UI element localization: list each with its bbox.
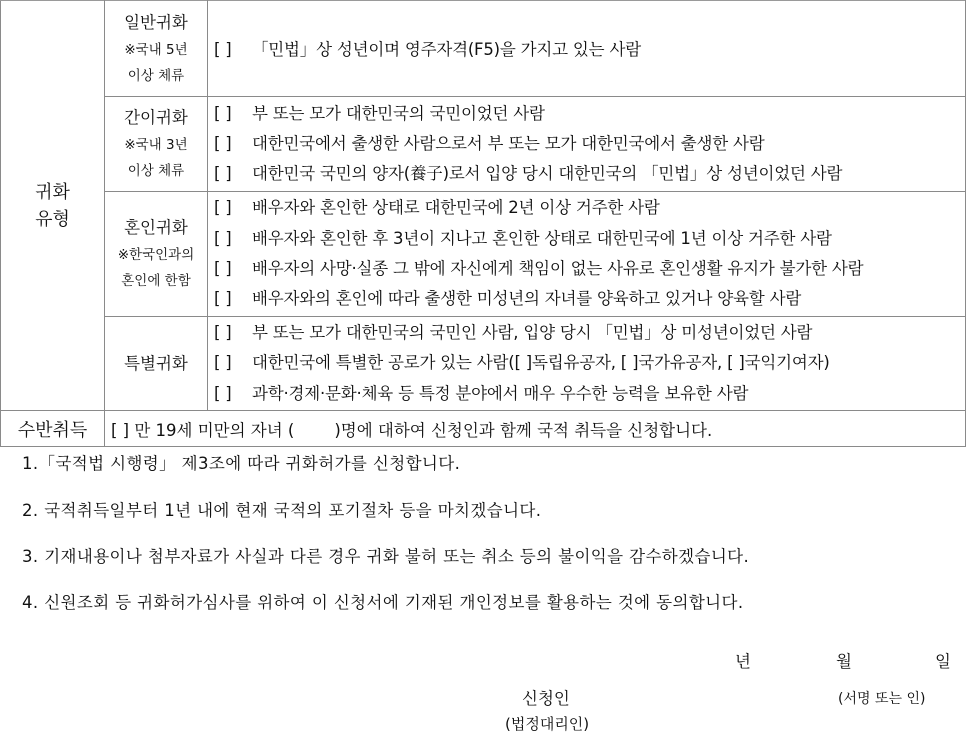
- marriage-title: 혼인귀화: [124, 218, 188, 237]
- general-options: [208, 1, 966, 97]
- checkbox[interactable]: [ ]: [214, 353, 232, 373]
- marriage-option-4[interactable]: [ ] 배우자와의 혼인에 따라 출생한 미성년의 자녀를 양육하고 있거나 양육할 사람: [214, 284, 965, 314]
- checkbox[interactable]: [ ]: [214, 289, 232, 309]
- statement-4: 4. 신원조회 등 귀화허가심사를 위하여 이 신청서에 기재된 개인정보를 활용하는 것에 동의합니다.: [22, 593, 744, 612]
- checkbox[interactable]: [ ]: [214, 164, 232, 184]
- naturalization-type-header: 귀화 유형: [1, 1, 105, 411]
- special-title: 특별귀화: [124, 353, 188, 373]
- statement-2: 2. 국적취득일부터 1년 내에 현재 국적의 포기절차 등을 마치겠습니다.: [22, 501, 542, 520]
- special-option-3[interactable]: [ ] 과학·경제·문화·체육 등 특정 분야에서 매우 우수한 능력을 보유한 사람: [214, 379, 965, 409]
- marriage-option-3[interactable]: [ ] 배우자의 사망·실종 그 밖에 자신에게 책임이 없는 사유로 혼인생활 유지가 불가한 사람: [214, 254, 965, 284]
- statement-1: 1.「국적법 시행령」 제3조에 따라 귀화허가를 신청합니다.: [22, 454, 461, 473]
- legal-representative-label: (법정대리인): [505, 715, 590, 733]
- general-note: ※국내 5년 이상 체류: [124, 41, 188, 84]
- checkbox[interactable]: [ ]: [214, 198, 232, 218]
- checkbox[interactable]: [ ]: [214, 323, 232, 343]
- accompany-text-after: )명에 대하여 신청인과 함께 국적 취득을 신청합니다.: [334, 420, 713, 440]
- marriage-row: [1, 192, 966, 317]
- checkbox[interactable]: [ ]: [214, 383, 232, 403]
- marriage-option-2[interactable]: [ ] 배우자와 혼인한 후 3년이 지나고 혼인한 상태로 대한민국에 1년 이상 거주한 사람: [214, 224, 965, 254]
- signature-hint[interactable]: (서명 또는 인): [838, 691, 926, 707]
- general-naturalization-label: [105, 1, 208, 97]
- simplified-row: [1, 97, 966, 192]
- general-option-1[interactable]: [ ] 「민법」상 성년이며 영주자격(F5)을 가지고 있는 사람: [214, 35, 965, 65]
- accompany-row: [1, 411, 966, 447]
- simplified-note: ※국내 3년 이상 체류: [124, 137, 188, 179]
- simplified-options: [208, 97, 966, 192]
- checkbox[interactable]: [ ]: [214, 228, 232, 248]
- simplified-option-2[interactable]: [ ] 대한민국에서 출생한 사람으로서 부 또는 모가 대한민국에서 출생한 사람: [214, 129, 965, 159]
- simplified-option-3[interactable]: [ ] 대한민국 국민의 양자(養子)로서 입양 당시 대한민국의 「민법」상 성년이었던 사람: [214, 159, 965, 189]
- date-month-label: 월: [836, 652, 852, 671]
- special-row: [1, 317, 966, 411]
- general-row: [1, 1, 966, 97]
- checkbox[interactable]: [ ]: [214, 103, 232, 123]
- checkbox[interactable]: [ ]: [214, 259, 232, 278]
- checkbox[interactable]: [ ]: [214, 40, 232, 59]
- special-naturalization-label: [105, 317, 208, 411]
- marriage-option-1[interactable]: [ ] 배우자와 혼인한 상태로 대한민국에 2년 이상 거주한 사람: [214, 193, 965, 223]
- applicant-label: 신청인: [522, 689, 570, 708]
- statement-3: 3. 기재내용이나 첨부자료가 사실과 다른 경우 귀화 불허 또는 취소 등의 불이익을 감수하겠습니다.: [22, 547, 750, 566]
- special-option-2[interactable]: [ ] 대한민국에 특별한 공로가 있는 사람([ ]독립유공자, [ ]국가유공자, [ ]국익기여자): [214, 348, 965, 378]
- general-title: 일반귀화: [124, 12, 188, 32]
- simplified-option-1[interactable]: [ ] 부 또는 모가 대한민국의 국민이었던 사람: [214, 99, 965, 129]
- accompany-text-before[interactable]: [ ] 만 19세 미만의 자녀 (: [111, 420, 295, 440]
- date-day-label: 일: [935, 652, 951, 671]
- marriage-options: [208, 192, 966, 317]
- marriage-note: ※한국인과의 혼인에 한함: [117, 247, 195, 289]
- checkbox[interactable]: [ ]: [214, 133, 232, 153]
- date-year-label: 년: [735, 652, 751, 671]
- special-option-1[interactable]: [ ] 부 또는 모가 대한민국의 국민인 사람, 입양 당시 「민법」상 미성년이었던 사람: [214, 318, 965, 348]
- simplified-naturalization-label: [105, 97, 208, 192]
- accompany-label: 수반취득: [1, 411, 105, 447]
- marriage-naturalization-label: [105, 192, 208, 317]
- simplified-title: 간이귀화: [124, 108, 188, 127]
- accompany-option[interactable]: [105, 411, 966, 447]
- special-options: [208, 317, 966, 411]
